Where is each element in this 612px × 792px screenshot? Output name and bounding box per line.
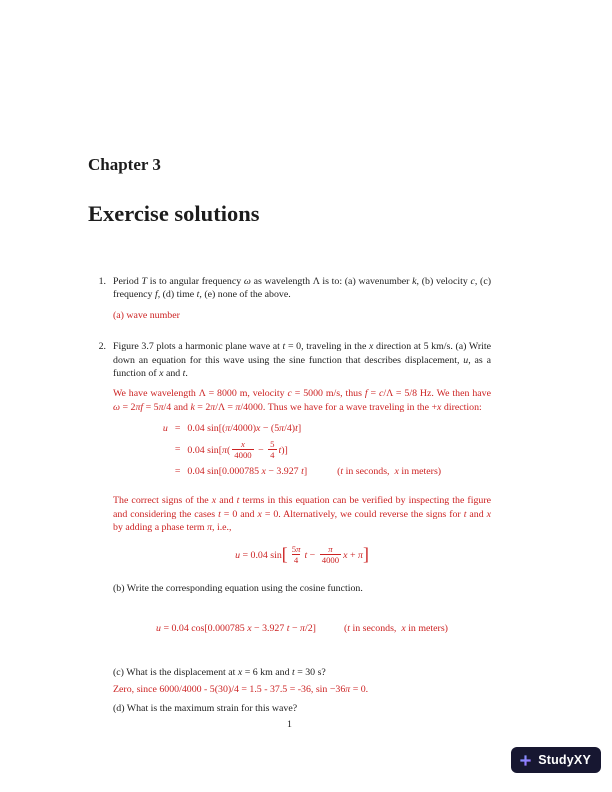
equation-relation: = (174, 465, 181, 477)
problem-2 (88, 340, 491, 715)
equation-lhs: u (162, 423, 168, 435)
part-d-question: (d) What is the maximum strain for this wave? (113, 702, 298, 714)
equation-relation: = (174, 444, 181, 456)
equation-array (113, 422, 491, 478)
studyxy-logo (511, 747, 601, 773)
problem-1 (88, 275, 491, 326)
equation-relation: = (174, 423, 181, 435)
solution-signs-note: The correct signs of the x and t terms in this equation can be verified by inspecting the figure and considering the cases t = 0 and x = 0. Alternatively, we could reverse the signs for t and x by adding a phase term π, i.e., (113, 495, 492, 533)
brand-name: StudyXY (538, 753, 591, 767)
page-number: 1 (287, 719, 292, 730)
solution-intro: We have wavelength Λ = 8000 m, velocity c = 5000 m/s, thus f = c/Λ = 5/8 Hz. We then have ω = 2πf = 5π/4 and k = 2π/Λ = π/4000. Thus we have for a wave traveling in the +x direction: (113, 388, 491, 413)
problem-1-question: Period T is to angular frequency ω as wavelength Λ is to: (a) wavenumber k, (b) velocity c, (c) frequency f, (d) time t, (e) none of the above. (113, 276, 491, 301)
plus-icon (519, 754, 532, 767)
part-b-question: (b) Write the corresponding equation using the cosine function. (113, 583, 363, 595)
cosine-equation: u = 0.04 cos[0.000785 x − 3.927 t − π/2] (156, 622, 316, 634)
equation-rhs: 0.04 sin[π( $\frac{x}{4000}$ − $\frac{5}{4}$ t)] (187, 438, 288, 460)
problem-1-answer: (a) wave number (113, 309, 180, 321)
problem-2-question: Figure 3.7 plots a harmonic plane wave at t = 0, traveling in the x direction at 5 km/s. (a) Write down an equation for this wave using the sine function that describes displacement, u, as a function of x and t. (113, 341, 492, 380)
equation-note: (t in seconds, x in meters) (337, 465, 442, 477)
problem-1-number: 1. (98, 276, 106, 287)
chapter-heading: Chapter 3 (88, 155, 161, 174)
display-equation-sine: u = 0.04 sin[ $\frac{5\pi}{4}$ t − $\frac{\pi}{4000}$ x + π] (235, 544, 369, 566)
problem-2-body (113, 340, 491, 715)
content-area (88, 155, 491, 729)
page-title: Exercise solutions (88, 201, 260, 226)
part-c-answer: Zero, since 6000/4000 - 5(30)/4 = 1.5 - 37.5 = -36, sin −36π = 0. (113, 684, 369, 696)
display-equation-cosine (113, 622, 491, 636)
problem-2-number: 2. (98, 341, 106, 353)
problem-1-body (113, 275, 491, 326)
cosine-equation-note: (t in seconds, x in meters) (343, 622, 448, 634)
equation-rhs: 0.04 sin[(π/4000)x − (5π/4)t] (187, 423, 302, 435)
part-c-question: (c) What is the displacement at x = 6 km and t = 30 s? (113, 666, 326, 678)
equation-rhs: 0.04 sin[0.000785 x − 3.927 t] (187, 465, 308, 477)
